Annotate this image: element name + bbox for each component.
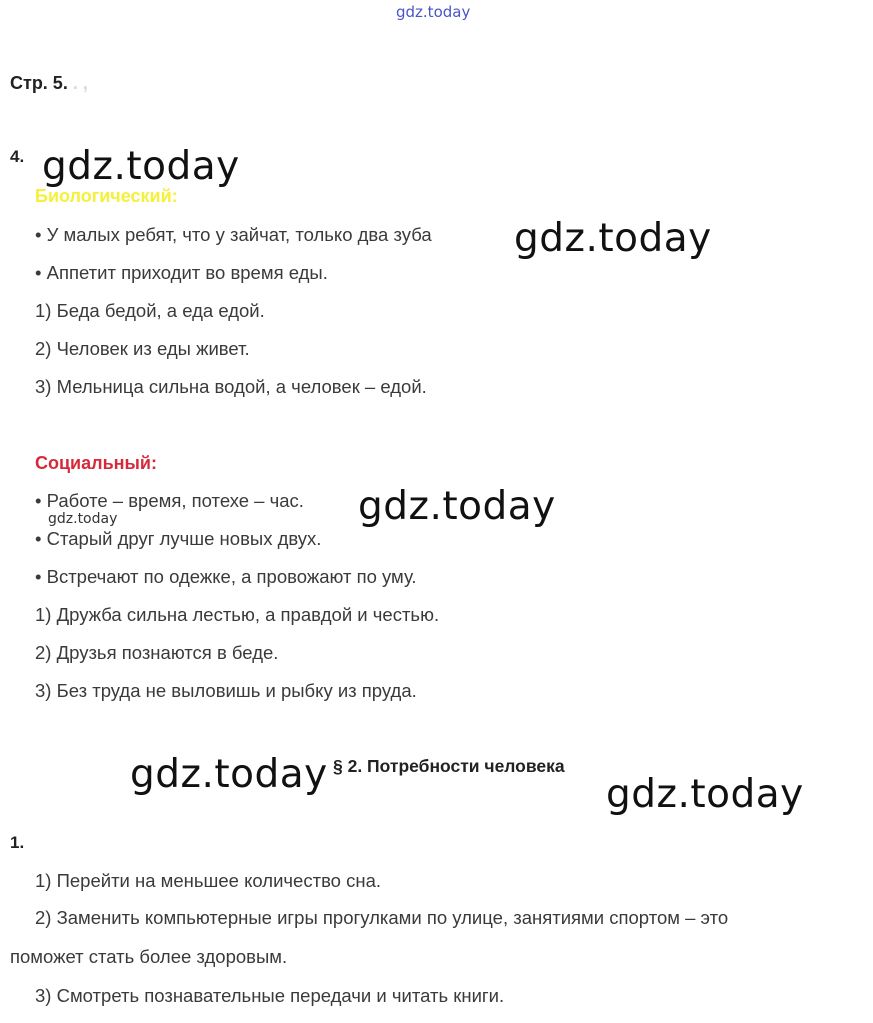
social-item: 3) Без труда не выловишь и рыбку из пруда. [35,680,417,701]
page-reference-tail: . , [72,73,88,93]
task-4-number: 4. [10,147,25,166]
social-item: 2) Друзья познаются в беде. [35,642,279,663]
task-1-number: 1. [10,833,25,852]
biological-item: 1) Беда бедой, а еда едой. [35,300,265,321]
watermark-large: gdz.today [42,144,240,189]
watermark-small: gdz.today [48,511,118,527]
watermark-large: gdz.today [606,772,804,817]
page-reference [10,72,88,94]
watermark-large: gdz.today [358,484,556,529]
watermark-top: gdz.today [396,3,471,21]
task-1-item: 2) Заменить компьютерные игры прогулками по улице, занятиями спортом – это [35,907,729,928]
task-1-item: 1) Перейти на меньшее количество сна. [35,870,382,891]
task-1-item-continuation: поможет стать более здоровым. [10,946,288,967]
biological-item: • Аппетит приходит во время еды. [35,262,328,283]
social-item: • Старый друг лучше новых двух. [35,528,322,549]
biological-item: 2) Человек из еды живет. [35,338,250,359]
watermark-large: gdz.today [130,752,328,797]
social-item: • Работе – время, потехе – час. [35,490,304,511]
biological-item: • У малых ребят, что у зайчат, только два зуба [35,224,432,245]
page-reference-label: Стр. 5. [10,73,68,93]
watermark-large: gdz.today [514,216,712,261]
social-item: 1) Дружба сильна лестью, а правдой и честью. [35,604,440,625]
social-heading: Социальный: [35,453,157,473]
biological-heading: Биологический: [35,186,178,206]
section-title: § 2. Потребности человека [333,756,565,776]
task-1-item: 3) Смотреть познавательные передачи и читать книги. [35,985,505,1006]
biological-item: 3) Мельница сильна водой, а человек – едой. [35,376,427,397]
social-item: • Встречают по одежке, а провожают по уму. [35,566,417,587]
